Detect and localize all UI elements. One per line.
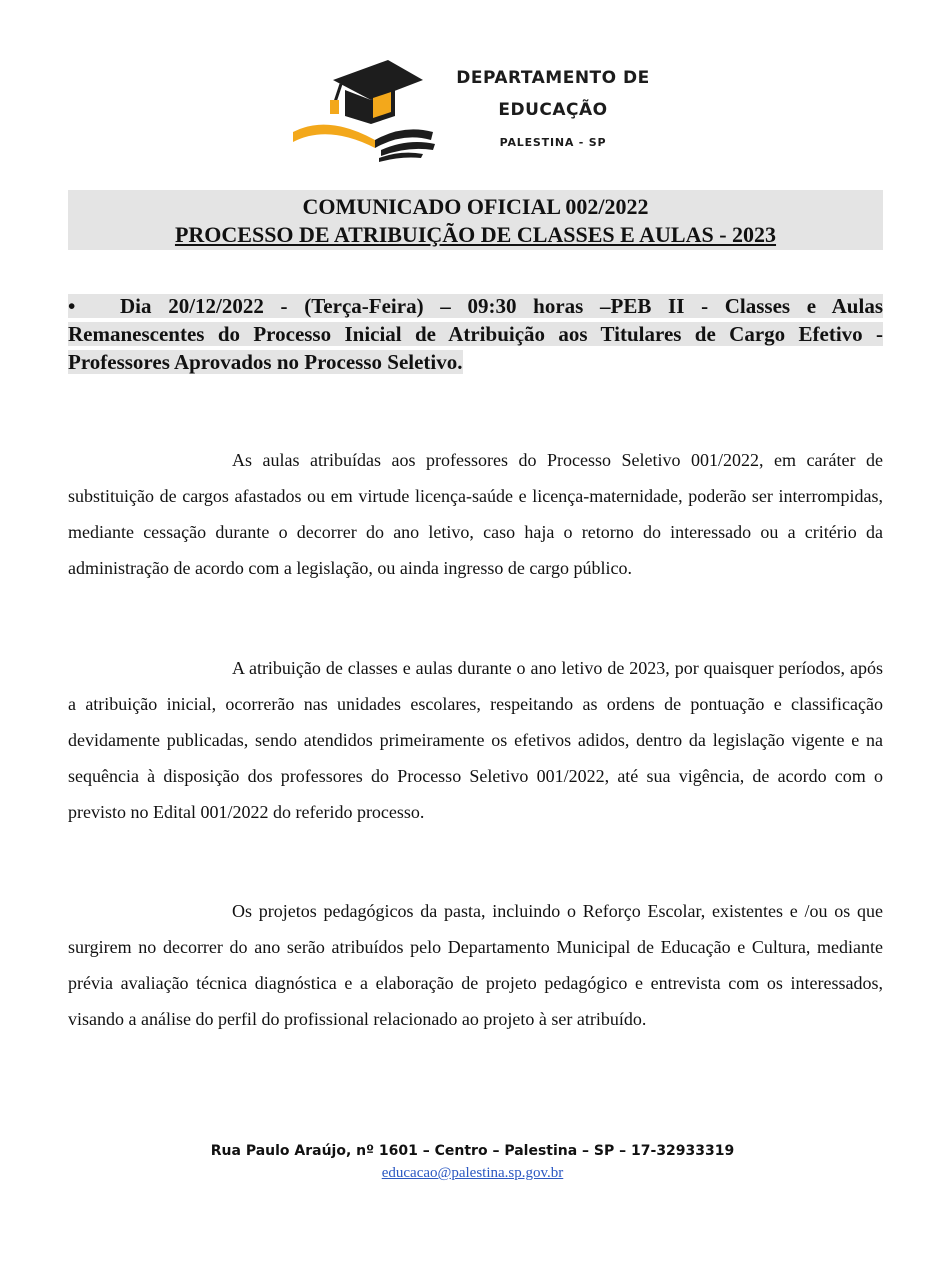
paragraph-2 — [68, 650, 883, 830]
paragraph-3 — [68, 893, 883, 1037]
paragraph-1 — [68, 442, 883, 586]
footer — [0, 1140, 945, 1184]
graduation-cap-icon — [283, 52, 443, 162]
title-process: PROCESSO DE ATRIBUIÇÃO DE CLASSES E AULAS - 2023 — [174, 222, 777, 247]
logo-text — [443, 66, 663, 150]
bullet-icon: • — [68, 294, 76, 318]
paragraph-1-text: As aulas atribuídas aos professores do Processo Seletivo 001/2022, em caráter de substituição de cargos afastados ou em virtude licença-saúde e licença-maternidade, poderão ser interrompidas, mediante cessação durante o decorrer do ano letivo, caso haja o retorno do interessado ou a critério da administração de acordo com a legislação, ou ainda ingresso de cargo público. — [68, 450, 883, 578]
schedule-highlight — [68, 292, 883, 376]
footer-address: Rua Paulo Araújo, nº 1601 – Centro – Palestina – SP – 17-32933319 — [210, 1143, 735, 1159]
schedule-text: Dia 20/12/2022 - (Terça-Feira) – 09:30 horas –PEB II - Classes e Aulas Remanescentes do Processo Inicial de Atribuição aos Titulares de Cargo Efetivo - Professores Aprovados no Processo Seletivo. — [68, 294, 883, 374]
logo-education-name: EDUCAÇÃO — [498, 100, 608, 120]
paragraph-3-text: Os projetos pedagógicos da pasta, incluindo o Reforço Escolar, existentes e /ou os que surgirem no decorrer do ano serão atribuídos pelo Departamento Municipal de Educação e Cultura, mediante prévia avaliação técnica diagnóstica e a elaboração de projeto pedagógico e entrevista com os interessados, visando a análise do perfil do profissional relacionado ao projeto à ser atribuído. — [68, 901, 883, 1029]
document-title — [68, 190, 883, 250]
logo-department-name: DEPARTAMENTO DE — [456, 68, 650, 88]
title-communique: COMUNICADO OFICIAL 002/2022 — [302, 194, 649, 219]
paragraph-2-text: A atribuição de classes e aulas durante o ano letivo de 2023, por quaisquer períodos, após a atribuição inicial, ocorrerão nas unidades escolares, respeitando as ordens de pontuação e classificação devidamente publicadas, sendo atendidos primeiramente os efetivos adidos, dentro da legislação vigente e na sequência à disposição dos professores do Processo Seletivo 001/2022, até sua vigência, de acordo com o previsto no Edital 001/2022 do referido processo. — [68, 658, 883, 822]
footer-email-link[interactable]: educacao@palestina.sp.gov.br — [381, 1165, 564, 1181]
department-logo — [283, 52, 663, 162]
logo-city: PALESTINA - SP — [499, 136, 607, 149]
